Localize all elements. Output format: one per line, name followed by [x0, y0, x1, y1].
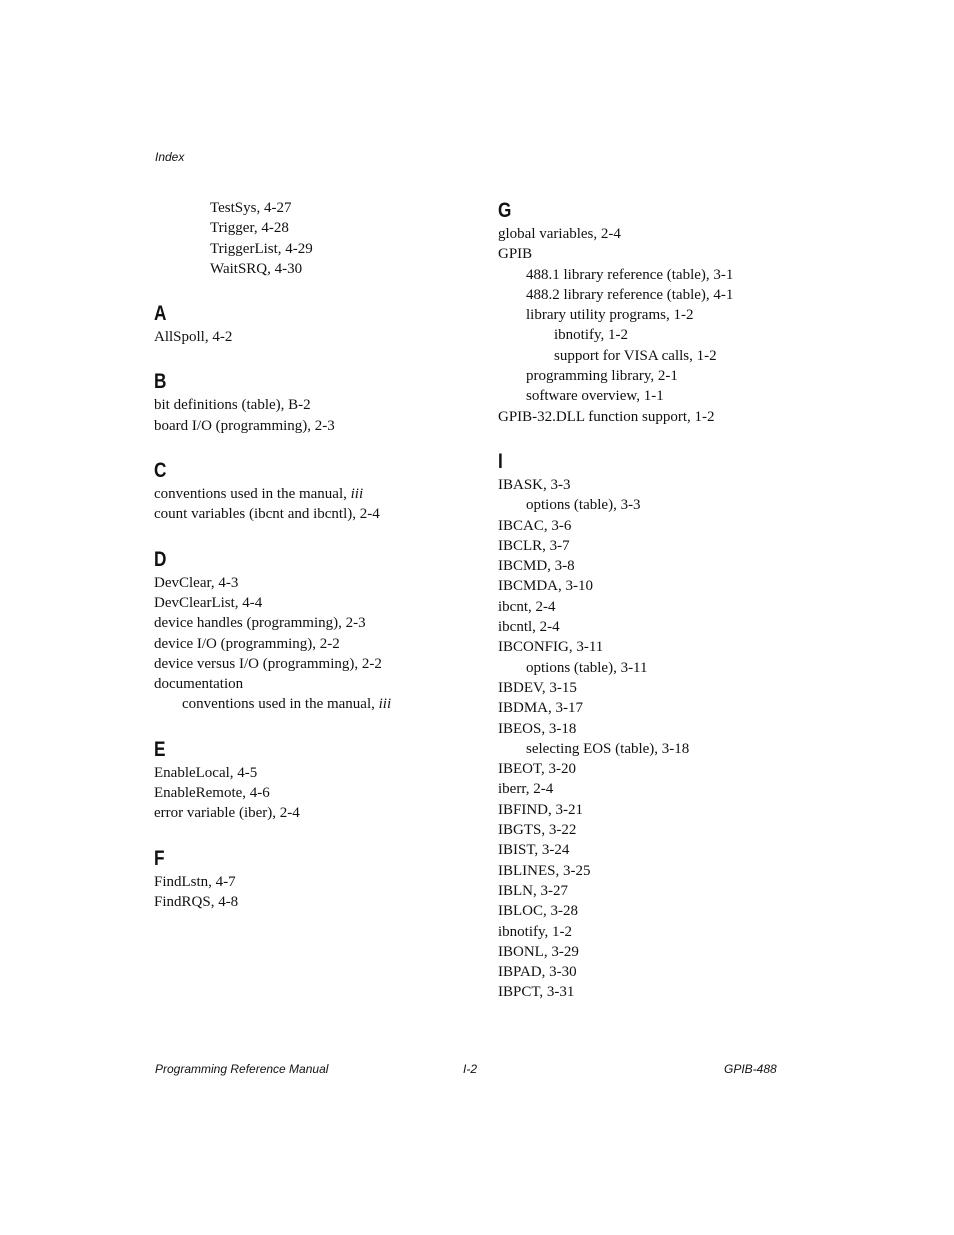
- index-entry: IBEOT, 3-20: [498, 761, 577, 778]
- index-entry: Trigger, 4-28: [210, 220, 289, 237]
- index-entry: IBASK, 3-3: [498, 476, 571, 493]
- index-entry: ibcntl, 2-4: [498, 619, 560, 636]
- section-letter-c: C: [154, 459, 167, 483]
- index-entry: [154, 484, 474, 504]
- index-entry: IBDMA, 3-17: [498, 700, 583, 717]
- index-entry: global variables, 2-4: [498, 226, 621, 242]
- index-entry: IBFIND, 3-21: [498, 801, 583, 818]
- section-letter-i: I: [498, 449, 503, 473]
- index-entry: DevClearList, 4-4: [154, 594, 263, 611]
- footer-product-name: GPIB-488: [724, 1062, 777, 1076]
- index-subentry: library utility programs, 1-2: [526, 307, 694, 324]
- index-entry: documentation: [154, 676, 244, 693]
- footer-page-number: I-2: [463, 1062, 478, 1076]
- index-entry: IBCONFIG, 3-11: [498, 639, 604, 656]
- section-letter-b: B: [154, 370, 167, 394]
- index-entry: device handles (programming), 2-3: [154, 615, 366, 632]
- footer-manual-title: Programming Reference Manual: [155, 1062, 329, 1076]
- index-entry: iberr, 2-4: [498, 781, 554, 798]
- index-entry: device I/O (programming), 2-2: [154, 635, 340, 652]
- index-entry: IBPAD, 3-30: [498, 964, 577, 981]
- index-entry: TriggerList, 4-29: [210, 240, 313, 257]
- index-subentry: options (table), 3-3: [526, 497, 641, 514]
- index-entry: IBCLR, 3-7: [498, 537, 570, 554]
- index-entry: AllSpoll, 4-2: [154, 329, 233, 346]
- index-entry: IBLN, 3-27: [498, 882, 568, 899]
- page-ref-italic: iii: [378, 696, 392, 713]
- index-subentry: 488.1 library reference (table), 3-1: [526, 266, 734, 283]
- index-entry: IBLINES, 3-25: [498, 862, 591, 879]
- index-subsubentry: ibnotify, 1-2: [554, 327, 629, 344]
- index-entry: DevClear, 4-3: [154, 574, 239, 591]
- index-entry: IBIST, 3-24: [498, 842, 570, 859]
- index-entry: FindRQS, 4-8: [154, 893, 239, 910]
- index-entry: device versus I/O (programming), 2-2: [154, 655, 382, 672]
- index-entry: GPIB: [498, 246, 533, 263]
- section-letter-f: F: [154, 846, 165, 870]
- index-entry: ibnotify, 1-2: [498, 923, 573, 940]
- index-entry: IBGTS, 3-22: [498, 822, 577, 839]
- index-entry: IBCAC, 3-6: [498, 517, 572, 534]
- section-letter-e: E: [154, 737, 166, 761]
- index-entry: FindLstn, 4-7: [154, 873, 236, 890]
- index-entry: board I/O (programming), 2-3: [154, 417, 335, 434]
- section-letter-g: G: [498, 199, 512, 222]
- section-letter-a: A: [154, 302, 167, 326]
- index-subentry: programming library, 2-1: [526, 368, 678, 385]
- index-subentry: 488.2 library reference (table), 4-1: [526, 286, 734, 303]
- index-entry: IBLOC, 3-28: [498, 903, 578, 920]
- entry-text: conventions used in the manual,: [154, 486, 351, 503]
- index-entry: IBEOS, 3-18: [498, 720, 577, 737]
- index-entry: EnableLocal, 4-5: [154, 764, 258, 781]
- index-entry: WaitSRQ, 4-30: [210, 260, 303, 277]
- page-ref-italic: iii: [350, 486, 364, 503]
- index-entry: GPIB-32.DLL function support, 1-2: [498, 408, 715, 425]
- index-entry: TestSys, 4-27: [210, 200, 292, 216]
- index-subsubentry: support for VISA calls, 1-2: [554, 347, 717, 364]
- index-entry: IBPCT, 3-31: [498, 984, 575, 1001]
- index-subentry: selecting EOS (table), 3-18: [526, 740, 690, 757]
- entry-text: conventions used in the manual,: [182, 696, 379, 713]
- index-subentry: software overview, 1-1: [526, 388, 664, 405]
- running-head: Index: [155, 150, 185, 164]
- index-entry: IBDEV, 3-15: [498, 679, 577, 696]
- section-letter-d: D: [154, 547, 167, 571]
- index-entry: bit definitions (table), B-2: [154, 397, 311, 414]
- index-entry: IBCMD, 3-8: [498, 558, 575, 575]
- index-entry: EnableRemote, 4-6: [154, 785, 270, 802]
- index-entry: IBCMDA, 3-10: [498, 578, 594, 595]
- index-entry: error variable (iber), 2-4: [154, 805, 300, 822]
- index-entry: IBONL, 3-29: [498, 943, 579, 960]
- index-subentry: options (table), 3-11: [526, 659, 648, 676]
- index-entry: ibcnt, 2-4: [498, 598, 556, 615]
- index-column-left: [154, 198, 474, 912]
- index-subentry: [154, 694, 474, 714]
- index-entry: count variables (ibcnt and ibcntl), 2-4: [154, 506, 380, 523]
- index-column-right: [498, 198, 818, 1003]
